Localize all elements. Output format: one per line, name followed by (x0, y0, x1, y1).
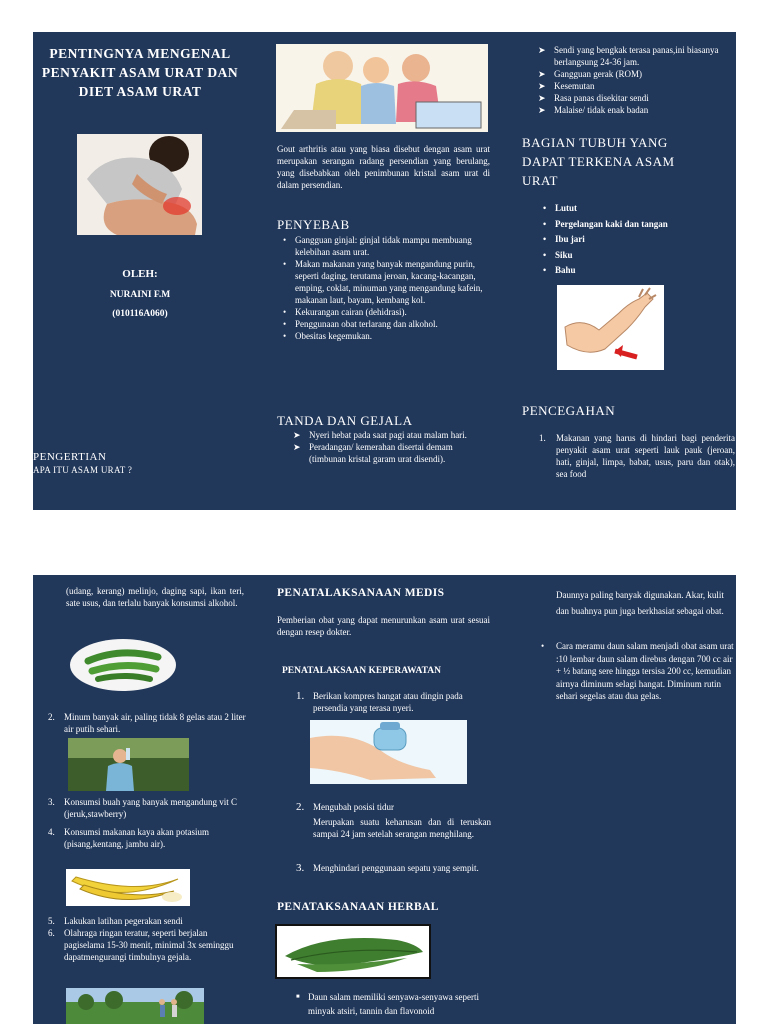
medis-text: Pemberian obat yang dapat menurunkan asam urat sesuai dengan resep dokter. (277, 615, 490, 637)
list-item: ➤ Peradangan/ kemerahan disertai demam (timbunan kristal garam urat disendi). (291, 441, 491, 465)
list-text: Lakukan latihan pegerakan sendi (64, 916, 183, 926)
list-number: 6. (48, 928, 55, 938)
list-item (48, 915, 246, 927)
medis-heading: PENATALAKSANAAN MEDIS (277, 587, 445, 599)
brochure-title: PENTINGNYA MENGENAL PENYAKIT ASAM URAT DAN DIET ASAM URAT (41, 46, 239, 99)
bagian-list (541, 201, 731, 279)
list-text: Konsumsi makanan kaya akan potasium (pisang,kentang, jambu air). (64, 827, 209, 849)
list-item (48, 711, 246, 735)
list-item (539, 432, 735, 480)
list-text: Daun salam memiliki senyawa-senyawa seperti minyak atsiri, tannin dan flavonoid (308, 992, 479, 1016)
herbal-continued-text: Daunnya paling banyak digunakan. Akar, kulit dan buahnya pun juga berkhasiat sebagai obat. (556, 590, 724, 616)
tanda-list (291, 429, 491, 465)
bay-leaf-image (275, 924, 431, 979)
list-item (48, 796, 246, 820)
herbal-heading: PENATAKSANAAN HERBAL (277, 901, 439, 913)
beans-image (70, 639, 176, 691)
list-item (48, 927, 246, 963)
list-item: • Obesitas kegemukan. (281, 330, 491, 342)
pengertian-question: APA ITU ASAM URAT ? (33, 465, 133, 475)
author-name: NURAINI F.M (109, 290, 171, 300)
herbal-list (296, 990, 492, 1018)
list-item: • Gangguan ginjal: ginjal tidak mampu membuang kelebihan asam urat. (281, 234, 491, 258)
bagian-heading: BAGIAN TUBUH YANG DAPAT TERKENA ASAM URAT (522, 135, 675, 188)
list-item: ➤ Rasa panas disekitar sendi (536, 92, 736, 104)
gout-cartoon-image (276, 44, 488, 132)
list-text: Menghindari penggunaan sepatu yang sempit. (313, 863, 479, 873)
keperawatan-heading: PENATALAKSAAN KEPERAWATAN (282, 666, 441, 676)
keperawatan-item-1 (296, 690, 492, 714)
pencegahan-heading: PENCEGAHAN (522, 403, 616, 418)
list-text: Minum banyak air, paling tidak 8 gelas atau 2 liter air putih sehari. (64, 712, 246, 734)
list-item: • Kekurangan cairan (dehidrasi). (281, 306, 491, 318)
list-item: ➤ Malaise/ tidak enak badan (536, 104, 736, 116)
keperawatan-item-2 (296, 801, 492, 813)
list-item: • Cara meramu daun salam menjadi obat asam urat :10 lembar daun salam direbus dengan 700 cc air + ½ batang sere hingga tersisa 200 cc, kemudian airnya diminum selagi hangat. Diminum rutin sehari segelas atau dua gelas. (539, 640, 736, 703)
list-number: 5. (48, 916, 55, 926)
list-item: • Pergelangan kaki dan tangan (541, 217, 731, 233)
definition-text: Gout arthritis atau yang biasa disebut dengan asam urat merupakan serangan radang persendian yang berulang, yang disebabkan oleh penimbunan kristal asam urat di dalam persendian. (277, 144, 490, 190)
list-item: • Makan makanan yang banyak mengandung purin, seperti daging, terutama jeroan, kacang-kacangan, emping, coklat, minuman yang mengandung kafein, makanan laut, bayam, kembang kol. (281, 258, 491, 306)
list-number: 1. (539, 433, 546, 443)
pencegahan-list-continued-c (48, 915, 246, 963)
list-number: 2. (296, 801, 305, 813)
knee-pain-photo (77, 134, 202, 235)
list-item: • Penggunaan obat terlarang dan alkohol. (281, 318, 491, 330)
penyebab-heading: PENYEBAB (277, 217, 350, 232)
keperawatan-item-2-text: Merupakan suatu keharusan dan di teruskan sampai 24 jam setelah serangan menghilang. (313, 817, 491, 839)
pengertian-heading: PENGERTIAN (33, 451, 107, 463)
list-number: 4. (48, 827, 55, 837)
author-id: (010116A060) (112, 309, 168, 319)
list-item: ➤ Sendi yang bengkak terasa panas,ini biasanya berlangsung 24-36 jam. (536, 44, 736, 68)
keperawatan-item-3 (296, 862, 492, 874)
author-label: OLEH: (122, 268, 158, 280)
list-item: • Ibu jari (541, 232, 731, 248)
list-item: • Bahu (541, 263, 731, 279)
list-text: Makanan yang harus di hindari bagi penderita penyakit asam urat seperti lauk pauk (jeroan, hati, ginjal, limpa, babat, usus, paru dan otak), sea food (556, 433, 735, 479)
list-item: • Lutut (541, 201, 731, 217)
pencegahan-list (539, 432, 735, 480)
pencegahan-list-continued-a (48, 711, 246, 735)
gejala-continued-list (536, 44, 736, 116)
jogging-photo (66, 988, 204, 1024)
list-number: 2. (48, 712, 55, 722)
list-item: ➤ Nyeri hebat pada saat pagi atau malam hari. (291, 429, 491, 441)
penyebab-list (281, 234, 491, 342)
list-number: 3. (48, 797, 55, 807)
tanda-heading: TANDA DAN GEJALA (277, 413, 413, 428)
herbal-recipe-list (539, 640, 736, 703)
list-text: Konsumsi buah yang banyak mengandung vit C (jeruk,stawberry) (64, 797, 237, 819)
pencegahan-continued-text: (udang, kerang) melinjo, daging sapi, ikan teri, sate usus, dan terlalu banyak konsumsi alkohol. (66, 586, 244, 608)
pencegahan-list-continued-b (48, 796, 246, 850)
square-bullet-icon: ■ (296, 994, 300, 1000)
compress-leg-image (310, 720, 467, 784)
list-item (296, 990, 492, 1018)
list-text: Mengubah posisi tidur (313, 802, 394, 812)
list-number: 1. (296, 690, 305, 702)
list-text: Olahraga ringan teratur, seperti berjalan pagiselama 15-30 menit, minimal 3x seminggu dapatmengurangi timbulnya gejala. (64, 928, 234, 962)
banana-image (66, 869, 190, 906)
list-number: 3. (296, 862, 305, 874)
list-item: ➤ Gangguan gerak (ROM) (536, 68, 736, 80)
elbow-pain-image (557, 285, 664, 370)
drinking-water-photo (68, 738, 189, 791)
list-text: Berikan kompres hangat atau dingin pada persendia yang terasa nyeri. (313, 691, 463, 713)
list-item: ➤ Kesemutan (536, 80, 736, 92)
list-item: • Siku (541, 248, 731, 264)
list-item (48, 826, 246, 850)
